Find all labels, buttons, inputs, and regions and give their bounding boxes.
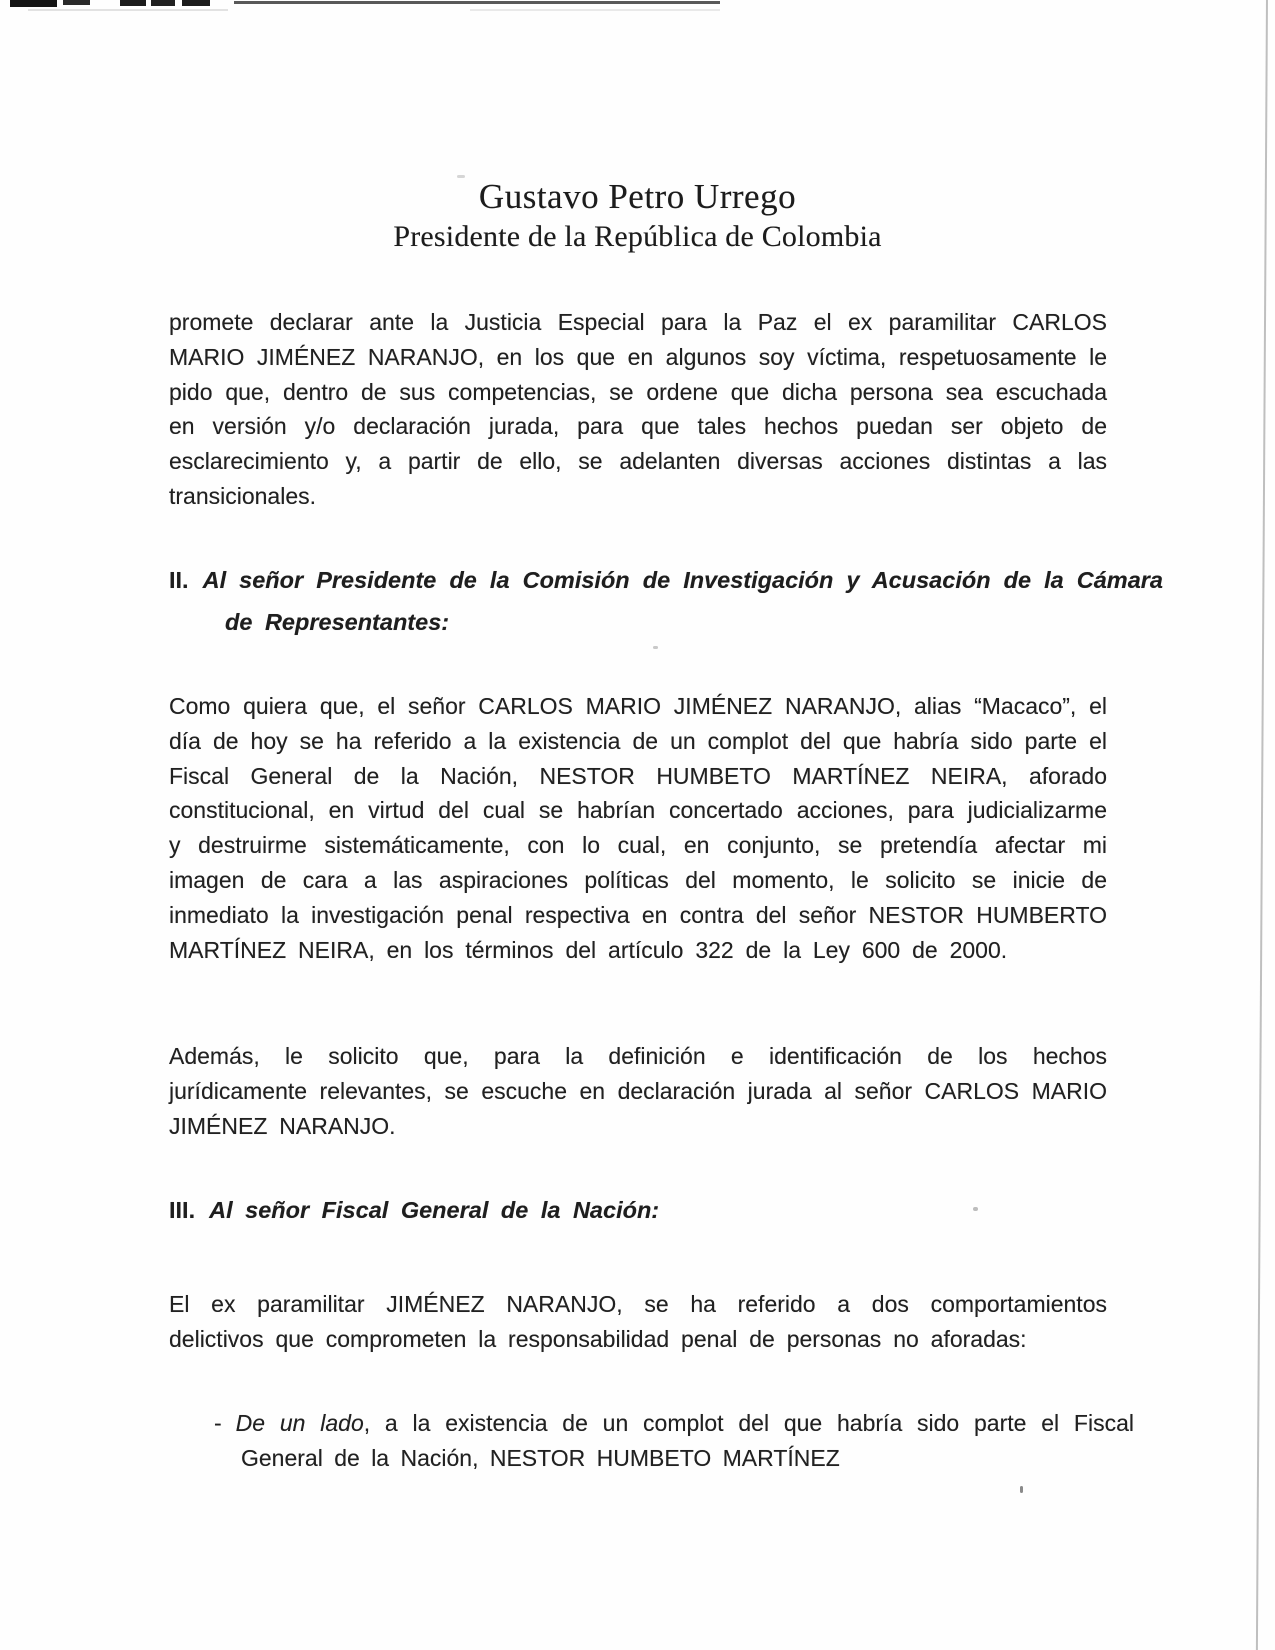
intro-paragraph: promete declarar ante la Justicia Especial para la Paz el ex paramilitar CARLOS MARIO JIMÉNEZ NARANJO, en los que en algunos soy víctima, respetuosamente le pido que, dentro de sus competencias, se ordene que dicha persona sea escuchada en versión y/o declaración jurada, para que tales hechos puedan ser objeto de esclarecimiento y, a partir de ello, se adelanten diversas acciones distintas a las transicionales. — [169, 309, 1107, 509]
letterhead-name: Gustavo Petro Urrego — [478, 177, 797, 216]
letterhead — [0, 176, 1275, 255]
list-item-lead: De un lado — [235, 1410, 364, 1436]
scan-artifact-line — [234, 1, 720, 4]
letterhead-office: Presidente de la República de Colombia — [393, 220, 882, 253]
scan-artifact-bar — [151, 0, 175, 6]
section-ii-paragraph-2: Además, le solicito que, para la definición e identificación de los hechos jurídicamente relevantes, se escuche en declaración jurada al señor CARLOS MARIO JIMÉNEZ NARANJO. — [169, 1043, 1107, 1139]
section-iii-number: III. — [169, 1197, 196, 1223]
section-ii-heading-text: Al señor Presidente de la Comisión de Investigación y Acusación de la Cámara de Representantes: — [202, 567, 1163, 635]
scan-artifact-speck — [653, 646, 658, 649]
scan-artifact-bar — [63, 0, 90, 5]
section-iii-heading — [169, 1189, 1167, 1231]
section-ii-heading — [169, 559, 1163, 643]
scan-artifact-speck — [1020, 1486, 1023, 1493]
scan-artifact-line — [28, 9, 228, 11]
section-ii-paragraph-1: Como quiera que, el señor CARLOS MARIO JIMÉNEZ NARANJO, alias “Macaco”, el día de hoy se ha referido a la existencia de un complot del que habría sido parte el Fiscal General de la Nación, NESTOR HUMBETO MARTÍNEZ NEIRA, aforado constitucional, en virtud del cual se habrían concertado acciones, para judicializarme y destruirme sistemáticamente, con lo cual, en conjunto, se pretendía afectar mi imagen de cara a las aspiraciones políticas del momento, le solicito se inicie de inmediato la investigación penal respectiva en contra del señor NESTOR HUMBERTO MARTÍNEZ NEIRA, en los términos del artículo 322 de la Ley 600 de 2000. — [169, 693, 1107, 963]
section-ii-number: II. — [169, 567, 189, 593]
scan-artifact-line — [470, 9, 720, 11]
list-item-dash-marker: - — [214, 1410, 222, 1436]
list-item-text: , a la existencia de un complot del que habría sido parte el Fiscal General de la Nación, NESTOR HUMBETO MARTÍNEZ — [241, 1410, 1134, 1471]
section-iii-paragraph-1: El ex paramilitar JIMÉNEZ NARANJO, se ha referido a dos comportamientos delictivos que comprometen la responsabilidad penal de personas no aforadas: — [169, 1291, 1107, 1352]
scan-artifact-bar — [10, 0, 57, 7]
section-iii-heading-text: Al señor Fiscal General de la Nación: — [209, 1197, 660, 1223]
section-iii-list-item — [214, 1406, 1134, 1476]
scan-artifact-bar — [120, 0, 146, 6]
scan-artifact-bar — [182, 0, 210, 6]
